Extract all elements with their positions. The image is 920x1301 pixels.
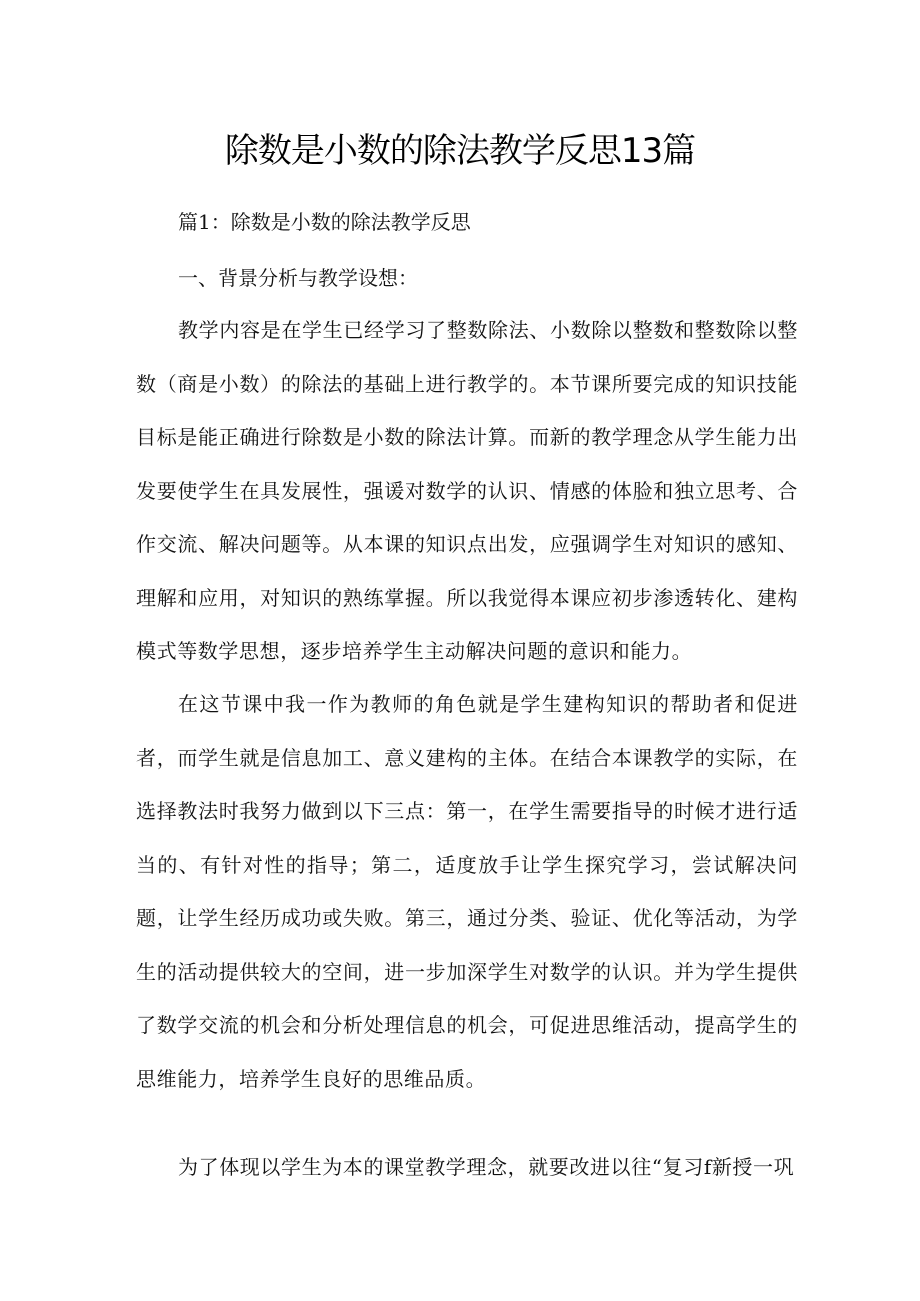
section-title: 篇1：除数是小数的除法教学反思 bbox=[178, 210, 471, 234]
body-paragraph: 教学内容是在学生已经学习了整数除法、小数除以整数和整数除以整数（商是小数）的除法的基础上进行教学的。本节课所要完成的知识技能目标是能正确进行除数是小数的除法计算。而新的教学理念从学生能力出发要使学生在具发展性，强谖对数学的认识、情感的体脸和独立思考、合作交流、解决问题等。从本课的知识点出发，应强调学生对知识的感知、理解和应用，对知识的熟练掌握。所以我觉得本课应初步渗透转化、建构模式等数学思想，逐步培养学生主动解决问题的意识和能力。 bbox=[136, 318, 798, 663]
body-paragraph: 在这节课中我一作为教师的角色就是学生建构知识的帮助者和促进者，而学生就是信息加工、意义建构的主体。在结合本课教学的实际，在选择教法时我努力做到以下三点：第一，在学生需要指导的时候才进行适当的、有针对性的指导；第二，适度放手让学生探究学习，尝试解决问题，让学生经历成功或失败。第三，通过分类、验证、优化等活动，为学生的活动提供较大的空间，进一步加深学生对数学的认识。并为学生提供了数学交流的机会和分析处理信息的机会，可促进思维活动，提高学生的思维能力，培养学生良好的思维品质。 bbox=[136, 692, 798, 1091]
subsection-title: 一、背景分析与教学设想： bbox=[178, 266, 418, 290]
document-title: 除数是小数的除法教学反思13篇 bbox=[224, 131, 696, 171]
body-paragraph: 为了体现以学生为本的课堂教学理念，就要改进以往“复习f新授一巩 bbox=[178, 1155, 795, 1179]
